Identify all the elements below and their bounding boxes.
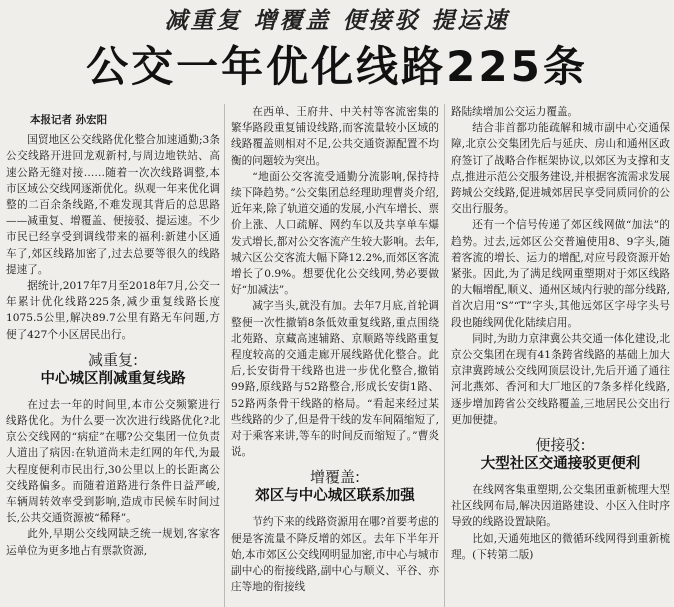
section-title: 中心城区削减重复线路 — [40, 370, 186, 387]
section-heading — [451, 436, 670, 474]
paragraph: 路陆续增加公交运力覆盖。 — [451, 106, 579, 118]
headline-subtitle: 减重复 增覆盖 便接驳 提运速 — [164, 7, 510, 34]
article-column-3 — [451, 104, 670, 607]
paragraph: 还有一个信号传递了郊区线网做“加法”的趋势。过去,远郊区公交普遍使用8、9字头,随着客流的增长、运力的增配,对应号段资源开始紧张。因此,为了满足线网重塑期对于郊区线路的大幅增配,顺义、通州区域内行驶的部分线路,首次启用“S”“T”字头,其他远郊区字母字头号段也随线网优化陆续启用。 — [451, 219, 670, 329]
paragraph: 结合非首都功能疏解和城市副中心交通保障,北京公交集团先后与延庆、房山和通州区政府签订了战略合作框架协议,以郊区为支撑和支点,推进示范公交服务建设,并根据客流需求发展跨城公交线路,促进城郊居民享受同质同价的公交出行服务。 — [451, 122, 670, 216]
section-label: 便接驳: — [535, 436, 586, 455]
section-title: 郊区与中心城区联系加强 — [255, 488, 415, 505]
column-divider — [224, 104, 225, 607]
article-column-1 — [6, 112, 220, 607]
paragraph: 比如,天通苑地区的微循环线网得到重新梳理。(下转第二版) — [451, 532, 670, 561]
section-label: 减重复: — [87, 350, 139, 369]
section-label: 增覆盖: — [309, 468, 361, 487]
paragraph: 此外,早期公交线网缺乏统一规划,客家客运单位为更多地占有票款资源, — [6, 528, 220, 557]
section-heading — [231, 468, 439, 506]
paragraph: 节约下来的线路资源用在哪?首要考虑的便是客流量不降反增的郊区。去年下半年开始,本市郊区公交线网明显加密,市中心与城市副中心的衔接线路,副中心与顺义、平谷、亦庄等地的衔接线 — [231, 516, 439, 594]
article-column-2 — [231, 104, 439, 607]
paragraph: 在过去一年的时间里,本市公交频繁进行线路优化。为什么要一次次进行线路优化?北京公交线网的“病症”在哪?公交集团一位负责人道出了病因:在轨道尚未走红网的年代,为最大程度便利市民出行,30公里以上的长距离公交线路偏多。而随着道路进行条件日益严峻,车辆周转效率受到影响,造成市民候车时间过长,公共交通资源被“稀释”。 — [6, 398, 220, 525]
section-title: 大型社区交通接驳更便利 — [480, 456, 641, 473]
paragraph: 在西单、王府井、中关村等客流密集的繁华路段重复铺设线路,而客流量较小区域的线路覆盖则相对不足,公共交通资源配置不均衡的问题较为突出。 — [231, 106, 439, 167]
paragraph: 在线网客集重塑期,公交集团重新梳理大型社区线网布局,解决因道路建设、小区入住时序导致的线路设置缺陷。 — [451, 484, 670, 529]
section-heading — [6, 351, 220, 389]
column-divider — [444, 104, 445, 607]
headline: 公交一年优化线路225条 — [86, 42, 588, 91]
paragraph: 同时,为助力京津冀公共交通一体化建设,北京公交集团在现有41条跨省线路的基础上加大京津冀跨域公交线网顶层设计,先后开通了通往河北燕郊、香河和大厂地区的7条多样化线路,逐步增加跨省公交线路覆盖,三地居民公交出行更加便捷。 — [451, 332, 670, 426]
paragraph: 国贸地区公交线路优化整合加速通勤;3条公交线路开进回龙观新村,与周边地铁站、高速公路无缝对接……随着一次次线路调整,本市区域公交线网逐渐优化。纵观一年来优化调整的二百余条线路,不难发现其背后的总思路——减重复、增覆盖、便接驳、提运速。不少市民已经享受到调线带来的福利:新建小区通车了,郊区线路加密了,过去总要等很久的线路提速了。 — [6, 134, 220, 276]
paragraph: 据统计,2017年7月至2018年7月,公交一年累计优化线路225条,减少重复线路长度1075.5公里,解决89.7公里有路无车问题,方便了427个小区居民出行。 — [6, 280, 220, 341]
paragraph: 减字当头,就没有加。去年7月底,首轮调整便一次性撤销8条低效重复线路,重点围绕北苑路、京藏高速辅路、京顺路等线路重复程度较高的交通走廊开展线路优化整合。此后,长安街骨干线路也进一步优化整合,撤销99路,原线路与52路整合,形成长安街1路、52路两条骨干线路的格局。“看起来经过某些线路的少了,但是骨干线的发车间隔缩短了,对于乘客来讲,等车的时间反而缩短了。”曹炎说。 — [231, 300, 439, 459]
byline: 本报记者 孙宏阳 — [30, 114, 108, 126]
paragraph: “地面公交客流受通勤分流影响,保持持续下降趋势。”公交集团总经理助理曹炎介绍,近年来,除了轨道交通的发展,小汽车增长、票价上涨、人口疏解、网约车以及共享单车爆发式增长,都对公交客流产生较大影响。去年,城六区公交客流大幅下降12.2%,而郊区客流增长了0.9%。想要优化公交线网,势必要做好“加减法”。 — [231, 170, 439, 297]
